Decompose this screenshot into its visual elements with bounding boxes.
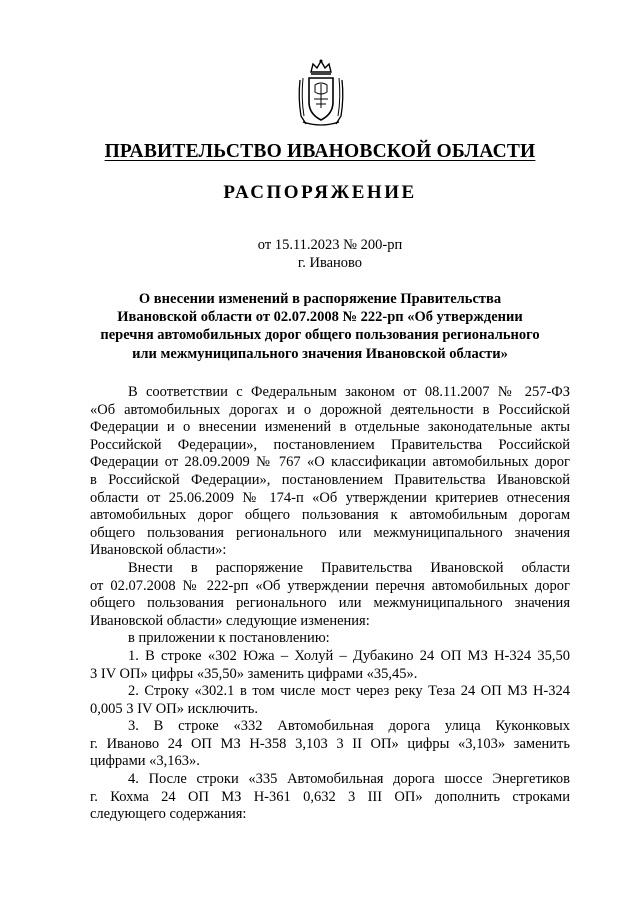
body-line: Ивановской области»: [90, 542, 227, 559]
document-title [0, 290, 640, 363]
body-line: от 02.07.2008 № 222-рп «Об утверждении перечня автомобильных дорог [90, 577, 570, 594]
authority-name: ПРАВИТЕЛЬСТВО ИВАНОВСКОЙ ОБЛАСТИ [104, 141, 536, 162]
body-line: общего пользования регионального или межмуниципального значения [90, 524, 570, 541]
body-line: «Об автомобильных дорогах и о дорожной деятельности в Российской [90, 401, 570, 418]
body-line: Внести в распоряжение Правительства Ивановской области [128, 559, 570, 576]
document-date-number: от 15.11.2023 № 200-рп [257, 237, 403, 253]
body-line: 3. В строке «332 Автомобильная дорога улица Куконковых [128, 718, 570, 735]
title-line: перечня автомобильных дорог общего пользования регионального [100, 327, 540, 344]
body-line: цифрами «3,163». [90, 753, 200, 770]
body-line: г. Кохма 24 ОП МЗ Н-361 0,632 3 III ОП» дополнить строками [90, 788, 570, 805]
body-line: Федерации и о внесении изменений в отдельные законодательные акты [90, 419, 570, 436]
document-body [90, 384, 570, 824]
body-line: Федерации от 28.09.2009 № 767 «О классификации автомобильных дорог [90, 454, 570, 471]
body-line: в приложении к постановлению: [128, 630, 330, 647]
body-line: следующего содержания: [90, 806, 247, 823]
body-line: 1. В строке «302 Южа – Холуй – Дубакино 24 ОП МЗ Н-324 35,50 [128, 647, 570, 664]
body-line: автомобильных дорог общего пользования к автомобильным дорогам [90, 507, 570, 524]
title-line: или межмуниципального значения Ивановской области» [132, 345, 508, 362]
title-line: Ивановской области от 02.07.2008 № 222-рп «Об утверждении [117, 309, 523, 326]
body-line: Российской Федерации», постановлением Правительства Российской [90, 436, 570, 453]
title-line: О внесении изменений в распоряжение Правительства [138, 291, 502, 307]
body-line: общего пользования регионального или межмуниципального значения [90, 595, 570, 612]
body-line: г. Иваново 24 ОП МЗ Н-358 3,103 3 II ОП» цифры «3,103» заменить [90, 735, 570, 752]
body-line: Ивановской области» следующие изменения: [90, 612, 370, 629]
document-type: РАСПОРЯЖЕНИЕ [223, 182, 417, 203]
body-line: 4. После строки «335 Автомобильная дорога шоссе Энергетиков [128, 771, 570, 788]
body-line: 0,005 3 IV ОП» исключить. [90, 700, 258, 717]
body-line: области от 25.06.2009 № 174-п «Об утверждении критериев отнесения [90, 489, 570, 506]
body-line: В соответствии с Федеральным законом от 08.11.2007 № 257-ФЗ [128, 384, 570, 400]
body-line: 3 IV ОП» цифры «35,50» заменить цифрами «35,45». [90, 665, 418, 682]
body-line: 2. Строку «302.1 в том числе мост через реку Теза 24 ОП МЗ Н-324 [128, 683, 570, 700]
coat-of-arms-icon [297, 58, 345, 128]
document-city: г. Иваново [297, 255, 363, 271]
body-line: в Российской Федерации», постановлением Правительства Ивановской [90, 471, 570, 488]
